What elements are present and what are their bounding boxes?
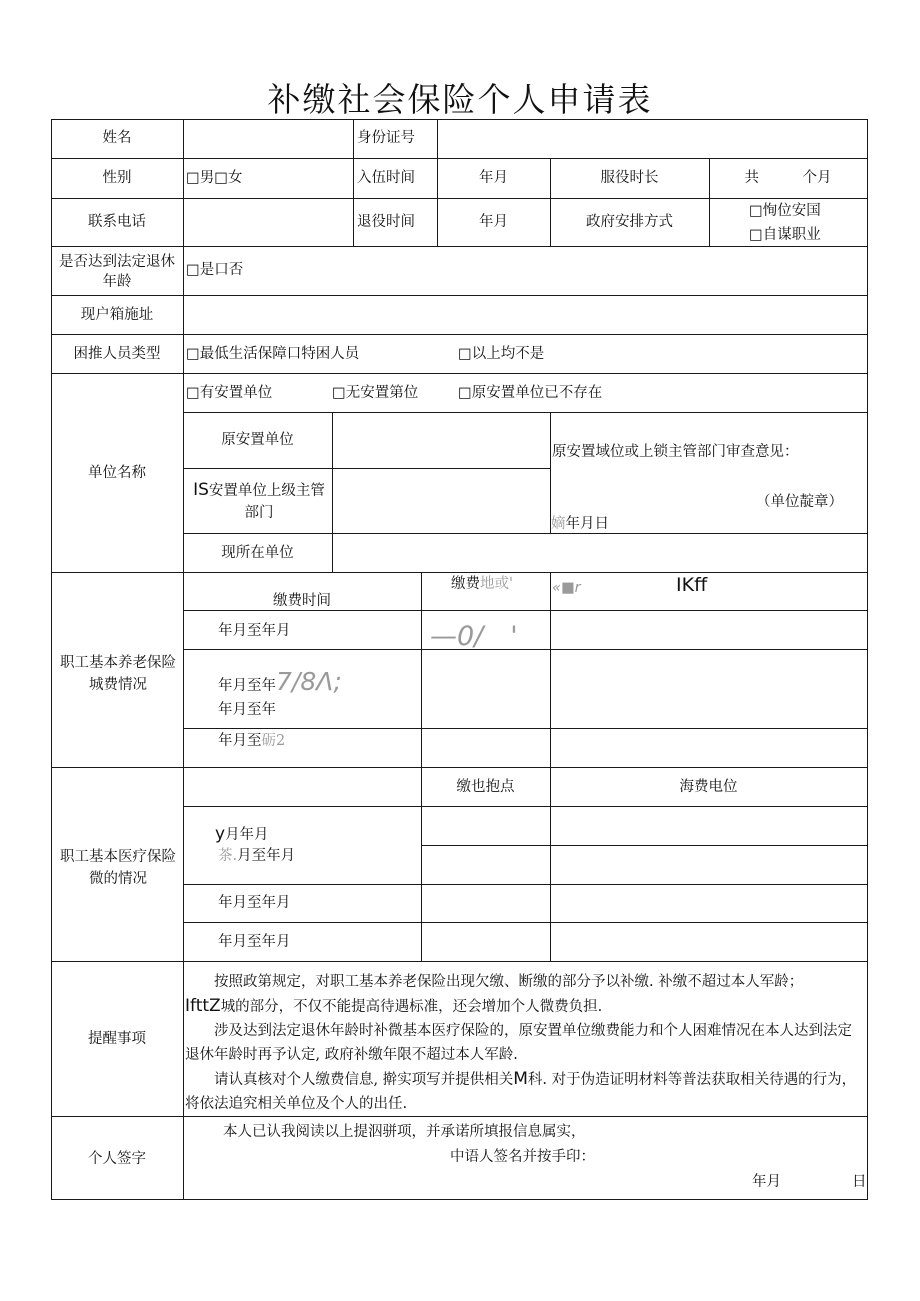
reminder-p3-bold: M [513, 1069, 528, 1089]
unit-option-defunct[interactable]: □原安置单位已不存在 [458, 385, 603, 401]
rule [183, 806, 868, 807]
review-opinion-label: 原安置域位或上锁主管部门审查意见： [552, 444, 799, 460]
retirement-age-checkboxes[interactable]: □是口否 [186, 262, 244, 278]
rule [183, 728, 550, 729]
original-unit-label: 原安置单位 [221, 432, 294, 448]
address-label: 现户箱施址 [80, 307, 154, 323]
rule [51, 295, 868, 296]
name-label: 姓名 [102, 130, 132, 146]
reminder-para-3 [185, 1067, 865, 1116]
rule [51, 572, 868, 573]
pension-col3-faint: «■r [552, 580, 581, 596]
signature-label: 个人签字 [88, 1151, 146, 1167]
medical-row1-time[interactable] [215, 824, 269, 845]
reminder-label: 提醒事项 [88, 1031, 146, 1047]
hardship-type-label: 困推人员类型 [73, 346, 161, 362]
rule [51, 334, 868, 335]
unit-option-has[interactable]: □有安置单位 [186, 385, 273, 401]
medical-row2-faint: 茶. [218, 848, 238, 864]
gender-checkboxes[interactable]: □男□女 [186, 170, 243, 186]
reminder-p3a: 请认真核对个人缴费信息, 擀实项写并提供相关 [214, 1072, 514, 1088]
pension-row4-time-text: 年月至 [218, 733, 262, 749]
id-number-field[interactable] [439, 121, 865, 157]
reminder-p1a: 按照政第规定，对职工基本养老保险出现欠缴、断缴的部分予以补缴. 补缴不超过本人军龄； [214, 974, 804, 990]
address-field[interactable] [185, 297, 865, 333]
rule [183, 533, 868, 534]
pension-row1-time[interactable]: 年月至年月 [218, 623, 291, 639]
signature-date-d: 日 [852, 1174, 867, 1190]
phone-label: 联系电话 [88, 214, 146, 230]
rule [183, 468, 550, 469]
rule [867, 119, 868, 1200]
medical-place-header: 缴也抱点 [456, 779, 515, 795]
name-field[interactable] [185, 121, 351, 157]
pension-row1-scribble: —0/ ' [430, 621, 518, 652]
pension-time-header: 缴费时间 [273, 593, 331, 609]
service-length-label: 服役时长 [600, 170, 659, 186]
unit-section-label: 单位名称 [88, 465, 146, 481]
service-length-value[interactable]: 共 个月 [744, 170, 832, 186]
pension-place-header-b: 地或' [480, 576, 513, 592]
original-unit-field[interactable] [334, 414, 548, 467]
superior-unit-text: 安置单位上级主管部门 [208, 483, 325, 521]
pension-row4-time[interactable] [218, 731, 285, 751]
rule [183, 412, 868, 413]
reminder-para-1 [185, 970, 865, 1019]
rule [51, 198, 868, 199]
signature-statement: 本人已认我阅读以上提泅骈项，并承诺所填报信息属实， [223, 1124, 586, 1140]
pension-row2-time[interactable] [218, 667, 342, 696]
pension-row2-scribble: 7/8Λ; [276, 667, 342, 696]
medical-row1-prefix: y [215, 824, 226, 844]
medical-unit-header: 海费电位 [679, 779, 738, 795]
reminder-p3b: 科. 对于伪造证明材料等普法获取相关待遇的行为，将依法追究相关单位及个人的出任. [185, 1072, 857, 1112]
rule [550, 572, 551, 768]
enlist-time-label: 入伍时间 [357, 170, 415, 186]
pension-row4-faint: 砺2 [261, 733, 286, 749]
rule [353, 119, 354, 247]
pension-section-label: 职工基本养老保险城费情况 [60, 655, 176, 693]
current-unit-field[interactable] [334, 535, 865, 571]
pension-place-header-a: 缴费 [451, 576, 480, 592]
reminder-p1b-bold: IfttZ [185, 996, 221, 1016]
signature-date-ym: 年月 [752, 1174, 781, 1190]
discharge-time-label: 退役时间 [357, 214, 415, 230]
medical-row3-time[interactable]: 年月至年月 [218, 895, 291, 911]
phone-field[interactable] [185, 200, 351, 245]
rule [421, 572, 422, 768]
pension-row2-time-text: 年月至年 [218, 678, 276, 694]
hardship-option-lowincome[interactable]: □最低生活保障口特困人员 [186, 346, 360, 362]
rule [51, 961, 868, 962]
id-number-label: 身份证号 [357, 130, 415, 146]
signature-area[interactable] [185, 1118, 865, 1198]
hardship-option-none[interactable]: □以上均不是 [458, 346, 545, 362]
signature-prompt: 中语人签名并按手印： [450, 1149, 595, 1165]
review-date [551, 514, 609, 534]
rule [51, 767, 868, 768]
rule [51, 1116, 868, 1117]
unit-option-none[interactable]: □无安置第位 [332, 385, 419, 401]
placement-option-self[interactable]: □自谋职业 [749, 227, 821, 243]
retirement-age-label: 是否达到法定退休年龄 [59, 254, 175, 290]
rule [51, 158, 868, 159]
superior-unit-prefix: IS [193, 480, 209, 500]
discharge-time-value[interactable]: 年月 [479, 214, 508, 230]
rule [421, 845, 868, 846]
rule [51, 246, 868, 247]
gender-label: 性别 [102, 170, 132, 186]
placement-option-arranged[interactable]: □恂位安国 [749, 203, 821, 219]
form-title: 补缴社会保险个人申请表 [267, 80, 653, 119]
rule [183, 922, 868, 923]
reminder-text [185, 970, 865, 1116]
pension-place-header [451, 574, 513, 594]
rule [550, 728, 868, 729]
superior-unit-field[interactable] [334, 470, 548, 532]
rule [51, 119, 868, 120]
medical-row2-time-text: 月至年月 [237, 848, 296, 864]
rule [51, 373, 868, 374]
pension-col3-header: IKff [676, 574, 708, 596]
rule [183, 884, 868, 885]
unit-seal-label: （单位靛章） [756, 494, 843, 510]
current-unit-label: 现所在单位 [221, 545, 294, 561]
rule [332, 412, 333, 573]
reminder-p1b: 城的部分，不仅不能提高待遇标准，还会增加个人微费负担. [220, 999, 603, 1015]
medical-row1-time-text: 月年月 [225, 827, 269, 843]
medical-row2-time[interactable] [218, 846, 295, 866]
medical-row4-time[interactable]: 年月至年月 [218, 934, 291, 950]
reminder-para-2: 涉及达到法定退休年龄时补微基本医疗保险的，原安置单位缴费能力和个人困难情况在本人达到法定退休年龄时再予认定, 政府补缴年限不超过本人军龄. [185, 1023, 852, 1063]
rule [183, 649, 868, 650]
pension-row3-time[interactable]: 年月至年 [218, 702, 276, 718]
medical-section-label: 职工基本医疗保险微的情况 [60, 849, 176, 887]
placement-method-label: 政府安排方式 [586, 214, 673, 230]
superior-unit-label [187, 479, 331, 524]
rule [51, 1199, 868, 1200]
rule [183, 119, 184, 1200]
enlist-time-value[interactable]: 年月 [479, 170, 508, 186]
review-date-text: 年月日 [565, 516, 609, 532]
review-date-faint: 嫡 [551, 516, 566, 532]
